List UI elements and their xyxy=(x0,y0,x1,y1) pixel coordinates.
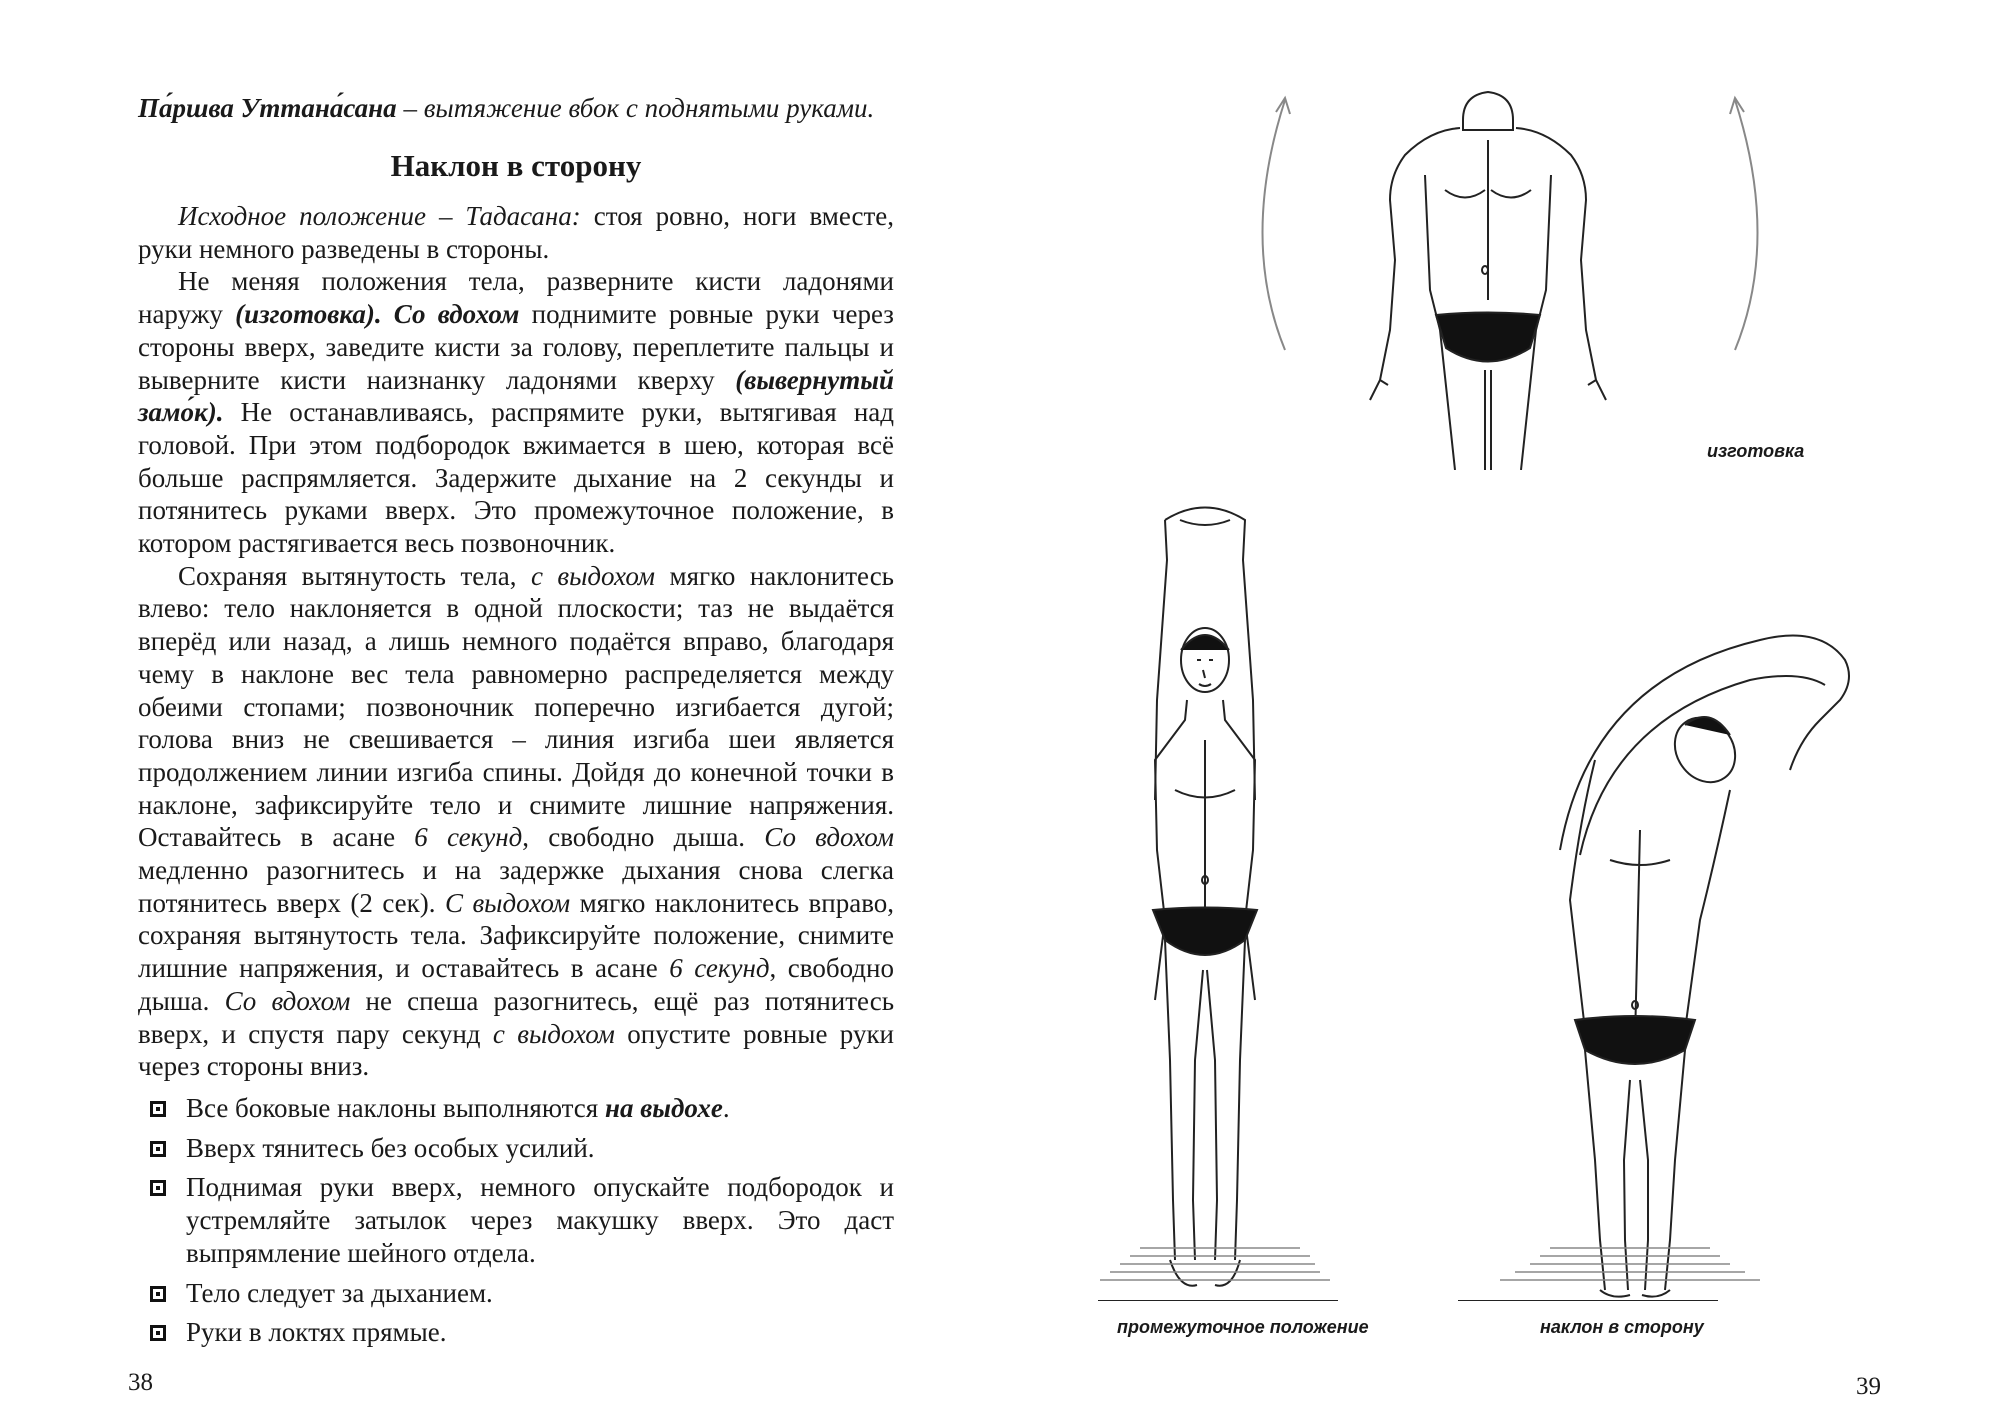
text-run xyxy=(382,299,394,329)
floor-lines-icon xyxy=(1500,1240,1760,1290)
text-run: мягко наклонитесь влево: тело наклоняется в одной плоскости; таз не выдаётся вперёд или назад, а лишь немного подаётся вправо, благодаря чему в наклоне вес тела равномерно распределяется между обеими стопами; позвоночник поперечно изгибается дугой; голова вниз не свешивается – линия изгиба шеи является продолжением линии изгиба спины. Дойдя до конечной точки в наклоне, зафиксируйте тело и снимите лишние напряжения. Оставайтесь в асане xyxy=(138,560,894,853)
text-run: опустите ровные руки через стороны вниз. xyxy=(138,1018,895,1082)
right-page xyxy=(1000,0,2000,1425)
pose-description: – вытяжение вбок с поднятыми руками. xyxy=(396,93,875,123)
human-figure-icon xyxy=(1153,508,1257,1286)
human-figure-icon xyxy=(1370,92,1606,470)
pose-title xyxy=(138,90,898,126)
tip-item xyxy=(148,1171,894,1270)
paragraph-side-bend xyxy=(138,560,894,1083)
text-run: Вверх тянитесь без особых усилий. xyxy=(186,1132,595,1163)
human-figure-icon xyxy=(1560,636,1849,1297)
square-bullet-icon xyxy=(150,1101,166,1117)
term-lock: (вывернутый замо́к). xyxy=(138,364,894,428)
term-inhale: Со вдохом xyxy=(764,822,895,853)
term-exhale: с выдохом xyxy=(530,560,656,591)
text-run: стоя ровно, ноги вместе, руки немного разведены в стороны. xyxy=(138,201,894,264)
text-run: , свободно дыша. xyxy=(138,953,894,1016)
page-number-right: 39 xyxy=(1856,1373,1881,1400)
tip-item xyxy=(148,1132,894,1165)
figure-intermediate-pose xyxy=(1125,500,1295,1300)
instruction-text xyxy=(138,200,894,1083)
figure-side-bend-pose xyxy=(1500,600,1870,1300)
arc-arrow-left-icon xyxy=(1263,98,1291,350)
text-run: Тело следует за дыханием. xyxy=(186,1277,493,1308)
caption-rule xyxy=(1458,1300,1718,1301)
text-run: , свободно дыша. xyxy=(522,822,765,853)
text-run: Поднимая руки вверх, немного опускайте подбородок и устремляйте затылок через макушку вверх. Это даст выпрямление шейного отдела. xyxy=(186,1172,894,1268)
term-exhale: на выдохе xyxy=(604,1093,723,1123)
page-number-left: 38 xyxy=(128,1369,153,1396)
tip-item xyxy=(148,1277,894,1310)
text-run: Не меняя положения тела, разверните кисти ладонями наружу xyxy=(138,266,894,330)
paragraph-preparation xyxy=(138,265,894,559)
starting-position-label: Исходное положение – Тадасана: xyxy=(178,201,581,231)
text-run: Руки в локтях прямые. xyxy=(186,1317,447,1347)
term-inhale: Со вдохом xyxy=(224,985,351,1016)
square-bullet-icon xyxy=(150,1286,166,1302)
square-bullet-icon xyxy=(150,1180,166,1196)
square-bullet-icon xyxy=(150,1325,166,1341)
pose-name: Па́ршва Уттана́сана xyxy=(138,93,397,123)
term-exhale: С выдохом xyxy=(444,887,571,918)
tip-item xyxy=(148,1316,894,1349)
text-run: . xyxy=(722,1093,730,1123)
tip-item xyxy=(148,1092,894,1125)
square-bullet-icon xyxy=(150,1141,166,1157)
text-run: Все боковые наклоны выполняются xyxy=(186,1093,605,1123)
caption-intermediate: промежуточное положение xyxy=(1117,1317,1369,1337)
caption-rule xyxy=(1098,1300,1338,1301)
tips-list xyxy=(148,1092,894,1356)
term-duration: 6 секунд xyxy=(414,822,523,853)
term-inhale: Со вдохом xyxy=(393,299,520,330)
caption-ready: изготовка xyxy=(1707,441,1805,461)
term-duration: 6 секунд xyxy=(669,953,770,984)
text-run: поднимите ровные руки через стороны вверх, заведите кисти за голову, переплетите пальцы и выверните кисти наизнанку ладонями кверху xyxy=(138,299,894,395)
caption-side-bend: наклон в сторону xyxy=(1540,1317,1704,1337)
text-run: не спеша разогнитесь, ещё раз потянитесь вверх, и спустя пару секунд xyxy=(138,985,895,1049)
term-ready: (изготовка). xyxy=(235,299,382,330)
term-exhale: с выдохом xyxy=(492,1018,615,1049)
text-run: медленно разогнитесь и на задержке дыхания снова слегка потянитесь вверх (2 сек). xyxy=(138,855,894,918)
arc-arrow-right-icon xyxy=(1730,98,1758,350)
text-run: мягко наклонитесь вправо, сохраняя вытянутость тела. Зафиксируйте положение, снимите лишние напряжения, и оставайтесь в асане xyxy=(138,887,895,984)
floor-lines-icon xyxy=(1100,1240,1330,1290)
paragraph-starting-position xyxy=(138,200,894,265)
text-run: Сохраняя вытянутость тела, xyxy=(178,560,531,591)
figure-ready-pose xyxy=(1230,80,1770,470)
section-heading: Наклон в сторону xyxy=(390,148,642,183)
text-run: Не останавливаясь, распрямите руки, вытягивая над головой. При этом подбородок вжимается в шею, которая всё больше распрямляется. Задержите дыхание на 2 секунды и потянитесь руками вверх. Это промежуточное положение, в котором растягивается весь позвоночник. xyxy=(138,397,894,559)
